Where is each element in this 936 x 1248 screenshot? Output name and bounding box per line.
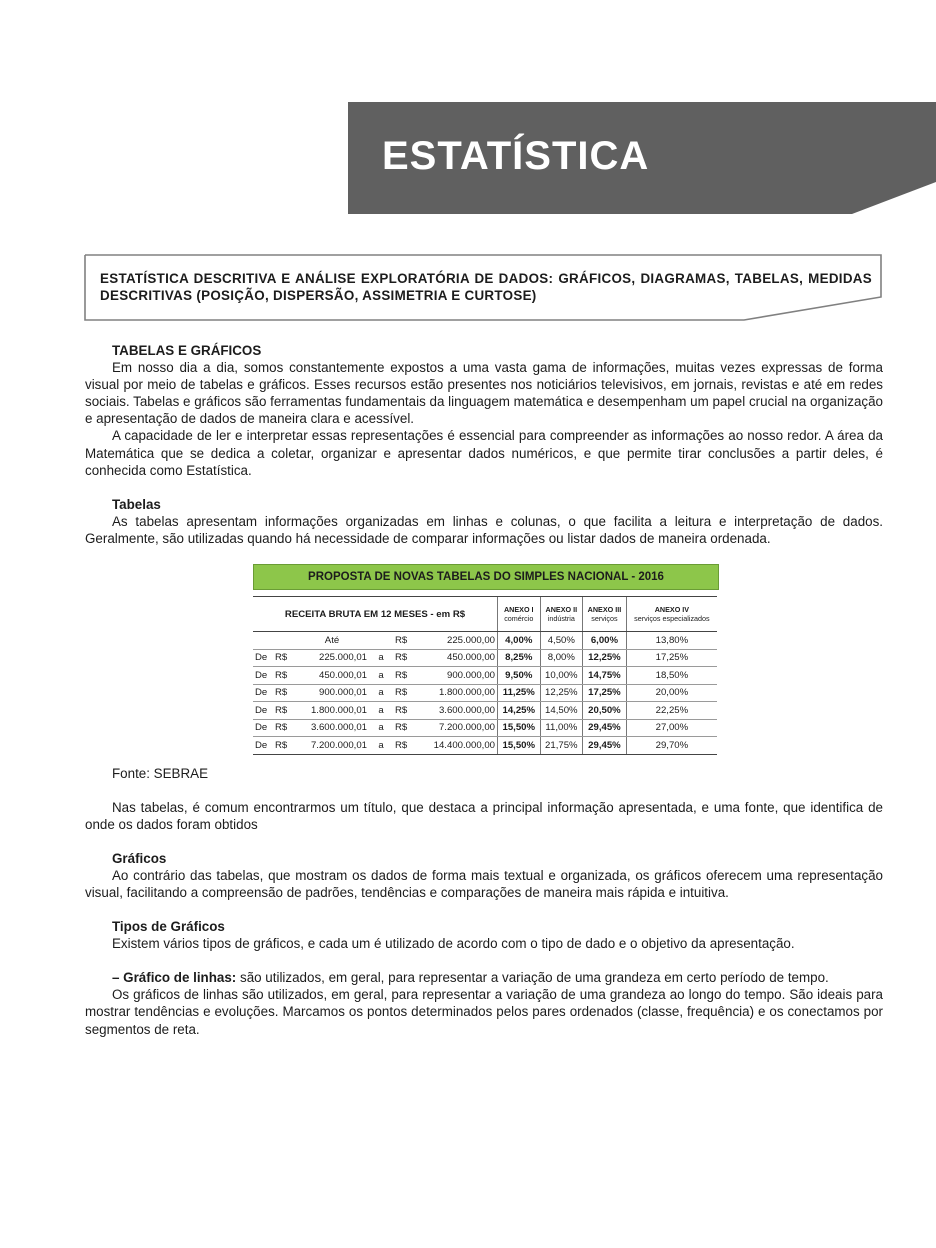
paragraph: As tabelas apresentam informações organizadas em linhas e colunas, o que facilita a leitura e interpretação de dados. Geralmente, são utilizadas quando há necessidade de comparar informações ou listar dados de maneira ordenada. [85,513,883,546]
topic-title: ESTATÍSTICA DESCRITIVA E ANÁLISE EXPLORATÓRIA DE DADOS: GRÁFICOS, DIAGRAMAS, TABELAS, MEDIDAS DESCRITIVAS (POSIÇÃO, DISPERSÃO, ASSIMETRIA E CURTOSE) [100,271,872,303]
table-row: Até R$ 225.000,00 4,00% 4,50% 6,00% 13,80% [253,632,717,650]
paragraph: A capacidade de ler e interpretar essas representações é essencial para compreender as informações ao nosso redor. A área da Matemática que se dedica a coletar, organizar e apresentar dados numéricos, e que permite tirar conclusões a partir deles, é conhecida como Estatística. [85,428,883,478]
table-row: De R$ 3.600.000,01 a R$ 7.200.000,00 15,50% 11,00% 29,45% 27,00% [253,719,717,737]
main-content [85,342,883,1038]
line-chart-label: – Gráfico de linhas: [112,970,237,986]
table-header-annex: ANEXO IV serviços especializados [626,597,717,632]
section-heading: Gráficos [112,850,167,866]
page-title: ESTATÍSTICA [382,134,650,178]
table-header-row [253,597,717,632]
table-source: Fonte: SEBRAE [112,765,209,781]
simples-table [253,564,719,755]
section-heading: Tabelas [112,496,161,512]
table-row: De R$ 900.000,01 a R$ 1.800.000,00 11,25% 12,25% 17,25% 20,00% [253,684,717,702]
table-row: De R$ 1.800.000,01 a R$ 3.600.000,00 14,25% 14,50% 20,50% 22,25% [253,702,717,720]
table-header-annex: ANEXO I comércio [498,597,541,632]
data-table [253,596,717,755]
topic-box [84,254,884,322]
table-row: De R$ 450.000,01 a R$ 900.000,00 9,50% 10,00% 14,75% 18,50% [253,667,717,685]
paragraph: Em nosso dia a dia, somos constantemente expostos a uma vasta gama de informações, muitas vezes expressas de forma visual por meio de tabelas e gráficos. Esses recursos estão presentes nos noticiários televisivos, em jornais, revistas e até em redes sociais. Tabelas e gráficos são ferramentas fundamentais da linguagem matemática e desempenham um papel crucial na organização e apresentação de dados de maneira clara e acessível. [85,360,883,427]
paragraph: Ao contrário das tabelas, que mostram os dados de forma mais textual e organizada, os gráficos oferecem uma representação visual, facilitando a compreensão de padrões, tendências e comparações de maneira mais rápida e intuitiva. [85,867,883,900]
table-title: PROPOSTA DE NOVAS TABELAS DO SIMPLES NACIONAL - 2016 [253,564,719,590]
line-chart-text: são utilizados, em geral, para representar a variação de uma grandeza em certo período de tempo. [236,970,829,986]
table-header-main: RECEITA BRUTA EM 12 MESES - em R$ [253,597,498,632]
section-heading: TABELAS E GRÁFICOS [112,343,262,358]
paragraph-line-chart [85,969,883,986]
section-heading: Tipos de Gráficos [112,919,225,935]
table-row: De R$ 7.200.000,01 a R$ 14.400.000,00 15,50% 21,75% 29,45% 29,70% [253,737,717,755]
table-header-annex: ANEXO III serviços [583,597,627,632]
header-banner [348,102,936,214]
paragraph: Existem vários tipos de gráficos, e cada um é utilizado de acordo com o tipo de dado e o objetivo da apresentação. [112,936,795,952]
paragraph: Os gráficos de linhas são utilizados, em geral, para representar a variação de uma grandeza ao longo do tempo. São ideais para mostrar tendências e evoluções. Marcamos os pontos determinados pelos pares ordenados (classe, frequência) e os conectamos por segmentos de reta. [85,987,883,1037]
table-header-annex: ANEXO II indústria [540,597,583,632]
paragraph: Nas tabelas, é comum encontrarmos um título, que destaca a principal informação apresentada, e uma fonte, que identifica de onde os dados foram obtidos [85,799,883,832]
table-row: De R$ 225.000,01 a R$ 450.000,00 8,25% 8,00% 12,25% 17,25% [253,649,717,667]
